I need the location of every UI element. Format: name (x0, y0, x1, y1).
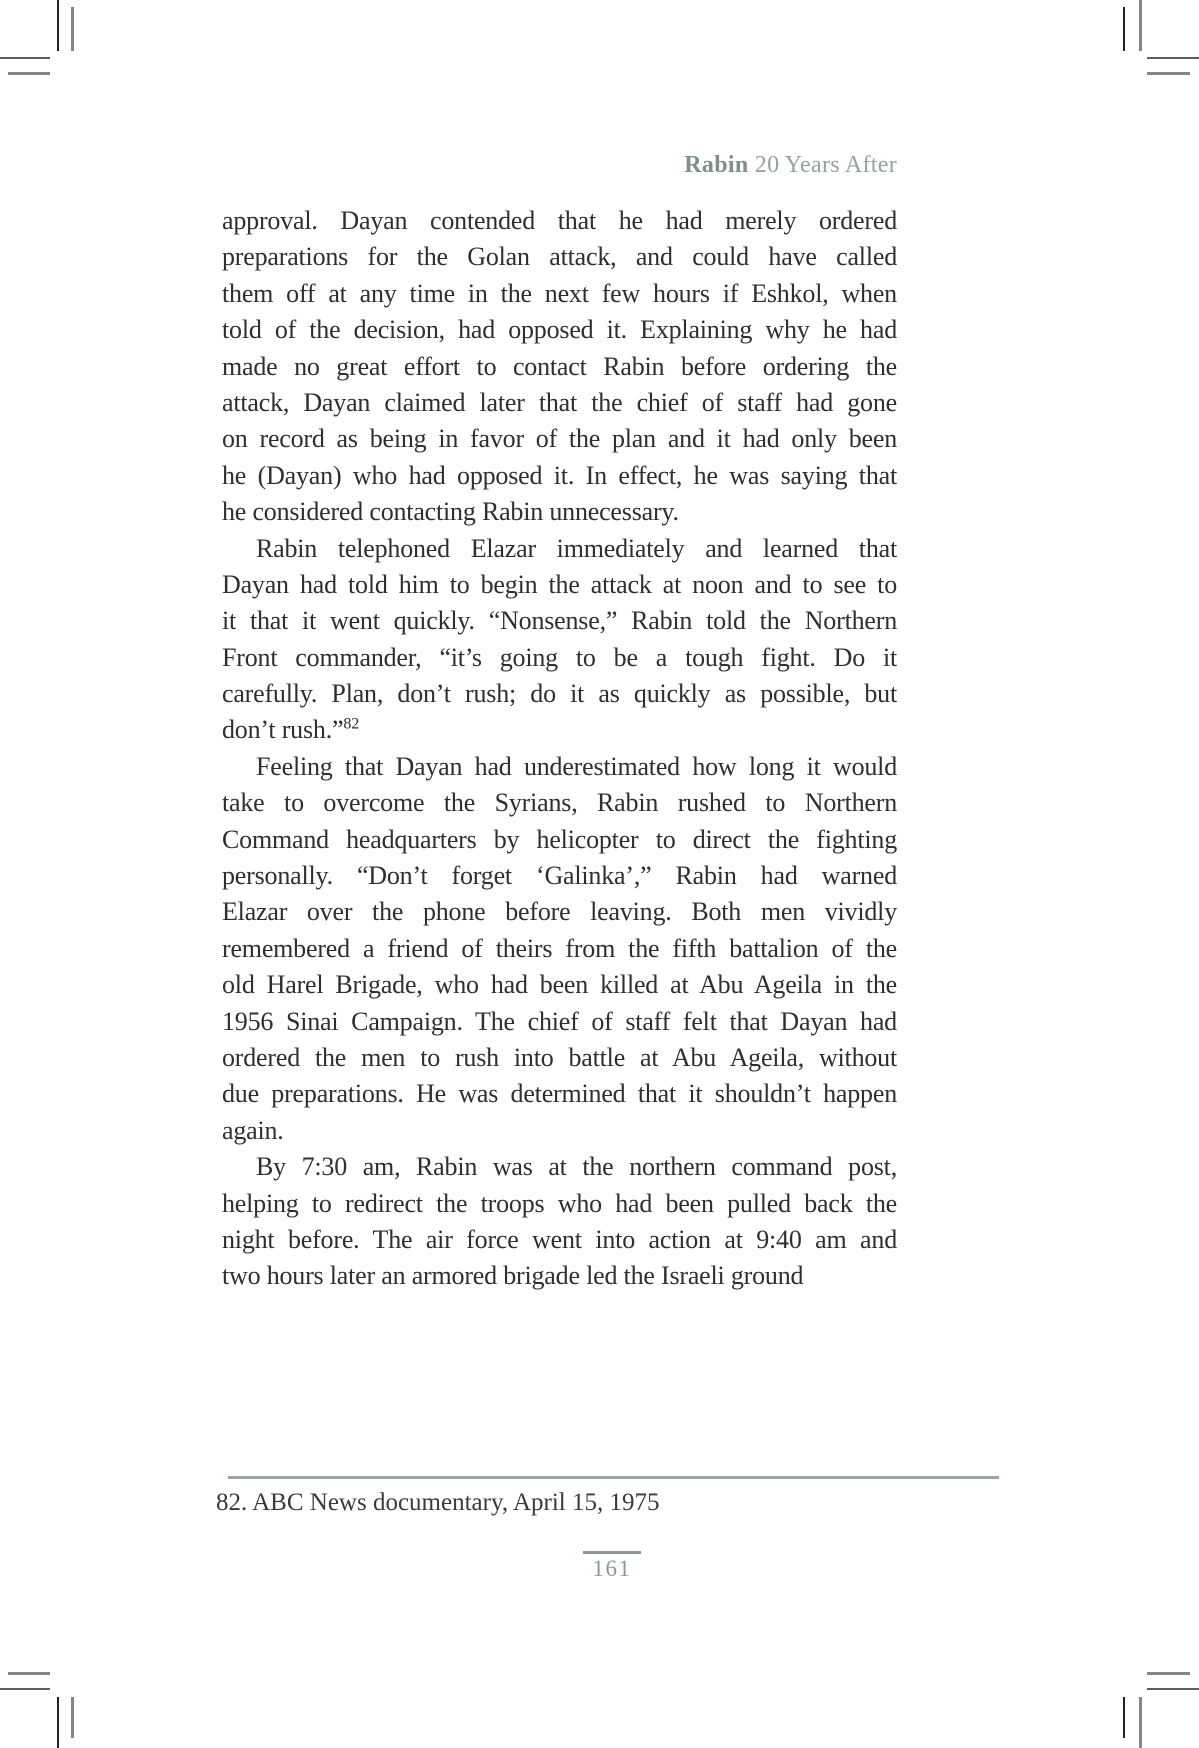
paragraph (222, 531, 897, 749)
text-line: Feeling that Dayan had underestimated how long it would (256, 751, 897, 781)
text-line: don’t rush.”$^{82}$ (222, 715, 360, 745)
page-number: 161 (592, 1555, 632, 1581)
crop-mark-bottom-left-vertical-1 (57, 1697, 59, 1748)
text-line: told of the decision, had opposed it. Explaining why he had (222, 315, 897, 345)
text-line: old Harel Brigade, who had been killed at Abu Ageila in the (222, 970, 897, 1000)
crop-mark-top-right-horizontal-1 (1147, 57, 1199, 59)
crop-mark-top-right-horizontal-2 (1147, 72, 1190, 75)
text-line: remembered a friend of theirs from the fifth battalion of the (222, 933, 897, 963)
text-line: due preparations. He was determined that it shouldn’t happen (222, 1079, 897, 1109)
crop-mark-top-left-vertical-1 (57, 0, 59, 51)
running-head (222, 152, 897, 179)
text-line: helping to redirect the troops who had been pulled back the (222, 1188, 897, 1218)
text-line: attack, Dayan claimed later that the chief of staff had gone (222, 387, 897, 417)
text-line: Front commander, “it’s going to be a tough fight. Do it (222, 642, 897, 672)
body-text (222, 203, 897, 1295)
text-line: ordered the men to rush into battle at Abu Ageila, without (222, 1042, 897, 1072)
text-line: them off at any time in the next few hours if Eshkol, when (222, 278, 897, 308)
text-line: personally. “Don’t forget ‘Galinka’,” Rabin had warned (222, 861, 897, 891)
paragraph (222, 749, 897, 1149)
footnote-divider (228, 1476, 999, 1479)
crop-mark-top-left-horizontal-1 (0, 57, 50, 59)
crop-mark-bottom-left-vertical-2 (71, 1697, 74, 1738)
text-line: made no great effort to contact Rabin before ordering the (222, 351, 897, 381)
crop-mark-bottom-right-horizontal-2 (1147, 1688, 1199, 1690)
crop-mark-top-left-horizontal-2 (8, 72, 50, 75)
crop-mark-top-left-vertical-2 (71, 7, 74, 51)
running-head-subtitle: 20 Years After (754, 152, 897, 178)
text-line: Elazar over the phone before leaving. Both men vividly (222, 897, 897, 927)
crop-mark-bottom-right-horizontal-1 (1147, 1672, 1190, 1675)
running-head-book-title: Rabin (684, 152, 749, 178)
crop-mark-top-right-vertical-1 (1123, 7, 1125, 51)
crop-mark-bottom-left-horizontal-1 (8, 1672, 50, 1675)
text-line: he (Dayan) who had opposed it. In effect, he was saying that (222, 460, 897, 490)
footnote: 82. ABC News documentary, April 15, 1975 (216, 1489, 660, 1516)
text-line: again. (222, 1115, 284, 1145)
text-line: it that it went quickly. “Nonsense,” Rabin told the Northern (222, 606, 897, 636)
text-line: on record as being in favor of the plan and it had only been (222, 424, 897, 454)
text-line: carefully. Plan, don’t rush; do it as quickly as possible, but (222, 679, 897, 709)
paragraph (222, 1149, 897, 1295)
crop-mark-bottom-right-vertical-2 (1139, 1697, 1142, 1748)
text-line: Command headquarters by helicopter to direct the fighting (222, 824, 897, 854)
text-line: 1956 Sinai Campaign. The chief of staff felt that Dayan had (222, 1006, 897, 1036)
crop-mark-top-right-vertical-2 (1139, 0, 1142, 51)
page-number-rule (583, 1551, 641, 1554)
text-line: By 7:30 am, Rabin was at the northern command post, (256, 1152, 897, 1182)
footnote-reference: 82 (343, 715, 360, 733)
page-number-block (570, 1551, 654, 1582)
text-line: Rabin telephoned Elazar immediately and learned that (256, 533, 897, 563)
crop-mark-bottom-right-vertical-1 (1123, 1697, 1125, 1738)
text-line: night before. The air force went into action at 9:40 am and (222, 1224, 897, 1254)
text-line: he considered contacting Rabin unnecessary. (222, 497, 679, 527)
text-line: take to overcome the Syrians, Rabin rushed to Northern (222, 788, 897, 818)
text-line: two hours later an armored brigade led the Israeli ground (222, 1261, 804, 1291)
crop-mark-bottom-left-horizontal-2 (0, 1688, 50, 1690)
text-line: approval. Dayan contended that he had merely ordered (222, 206, 897, 235)
text-line: preparations for the Golan attack, and could have called (222, 242, 897, 272)
text-line: Dayan had told him to begin the attack at noon and to see to (222, 569, 897, 599)
paragraph (222, 203, 897, 531)
